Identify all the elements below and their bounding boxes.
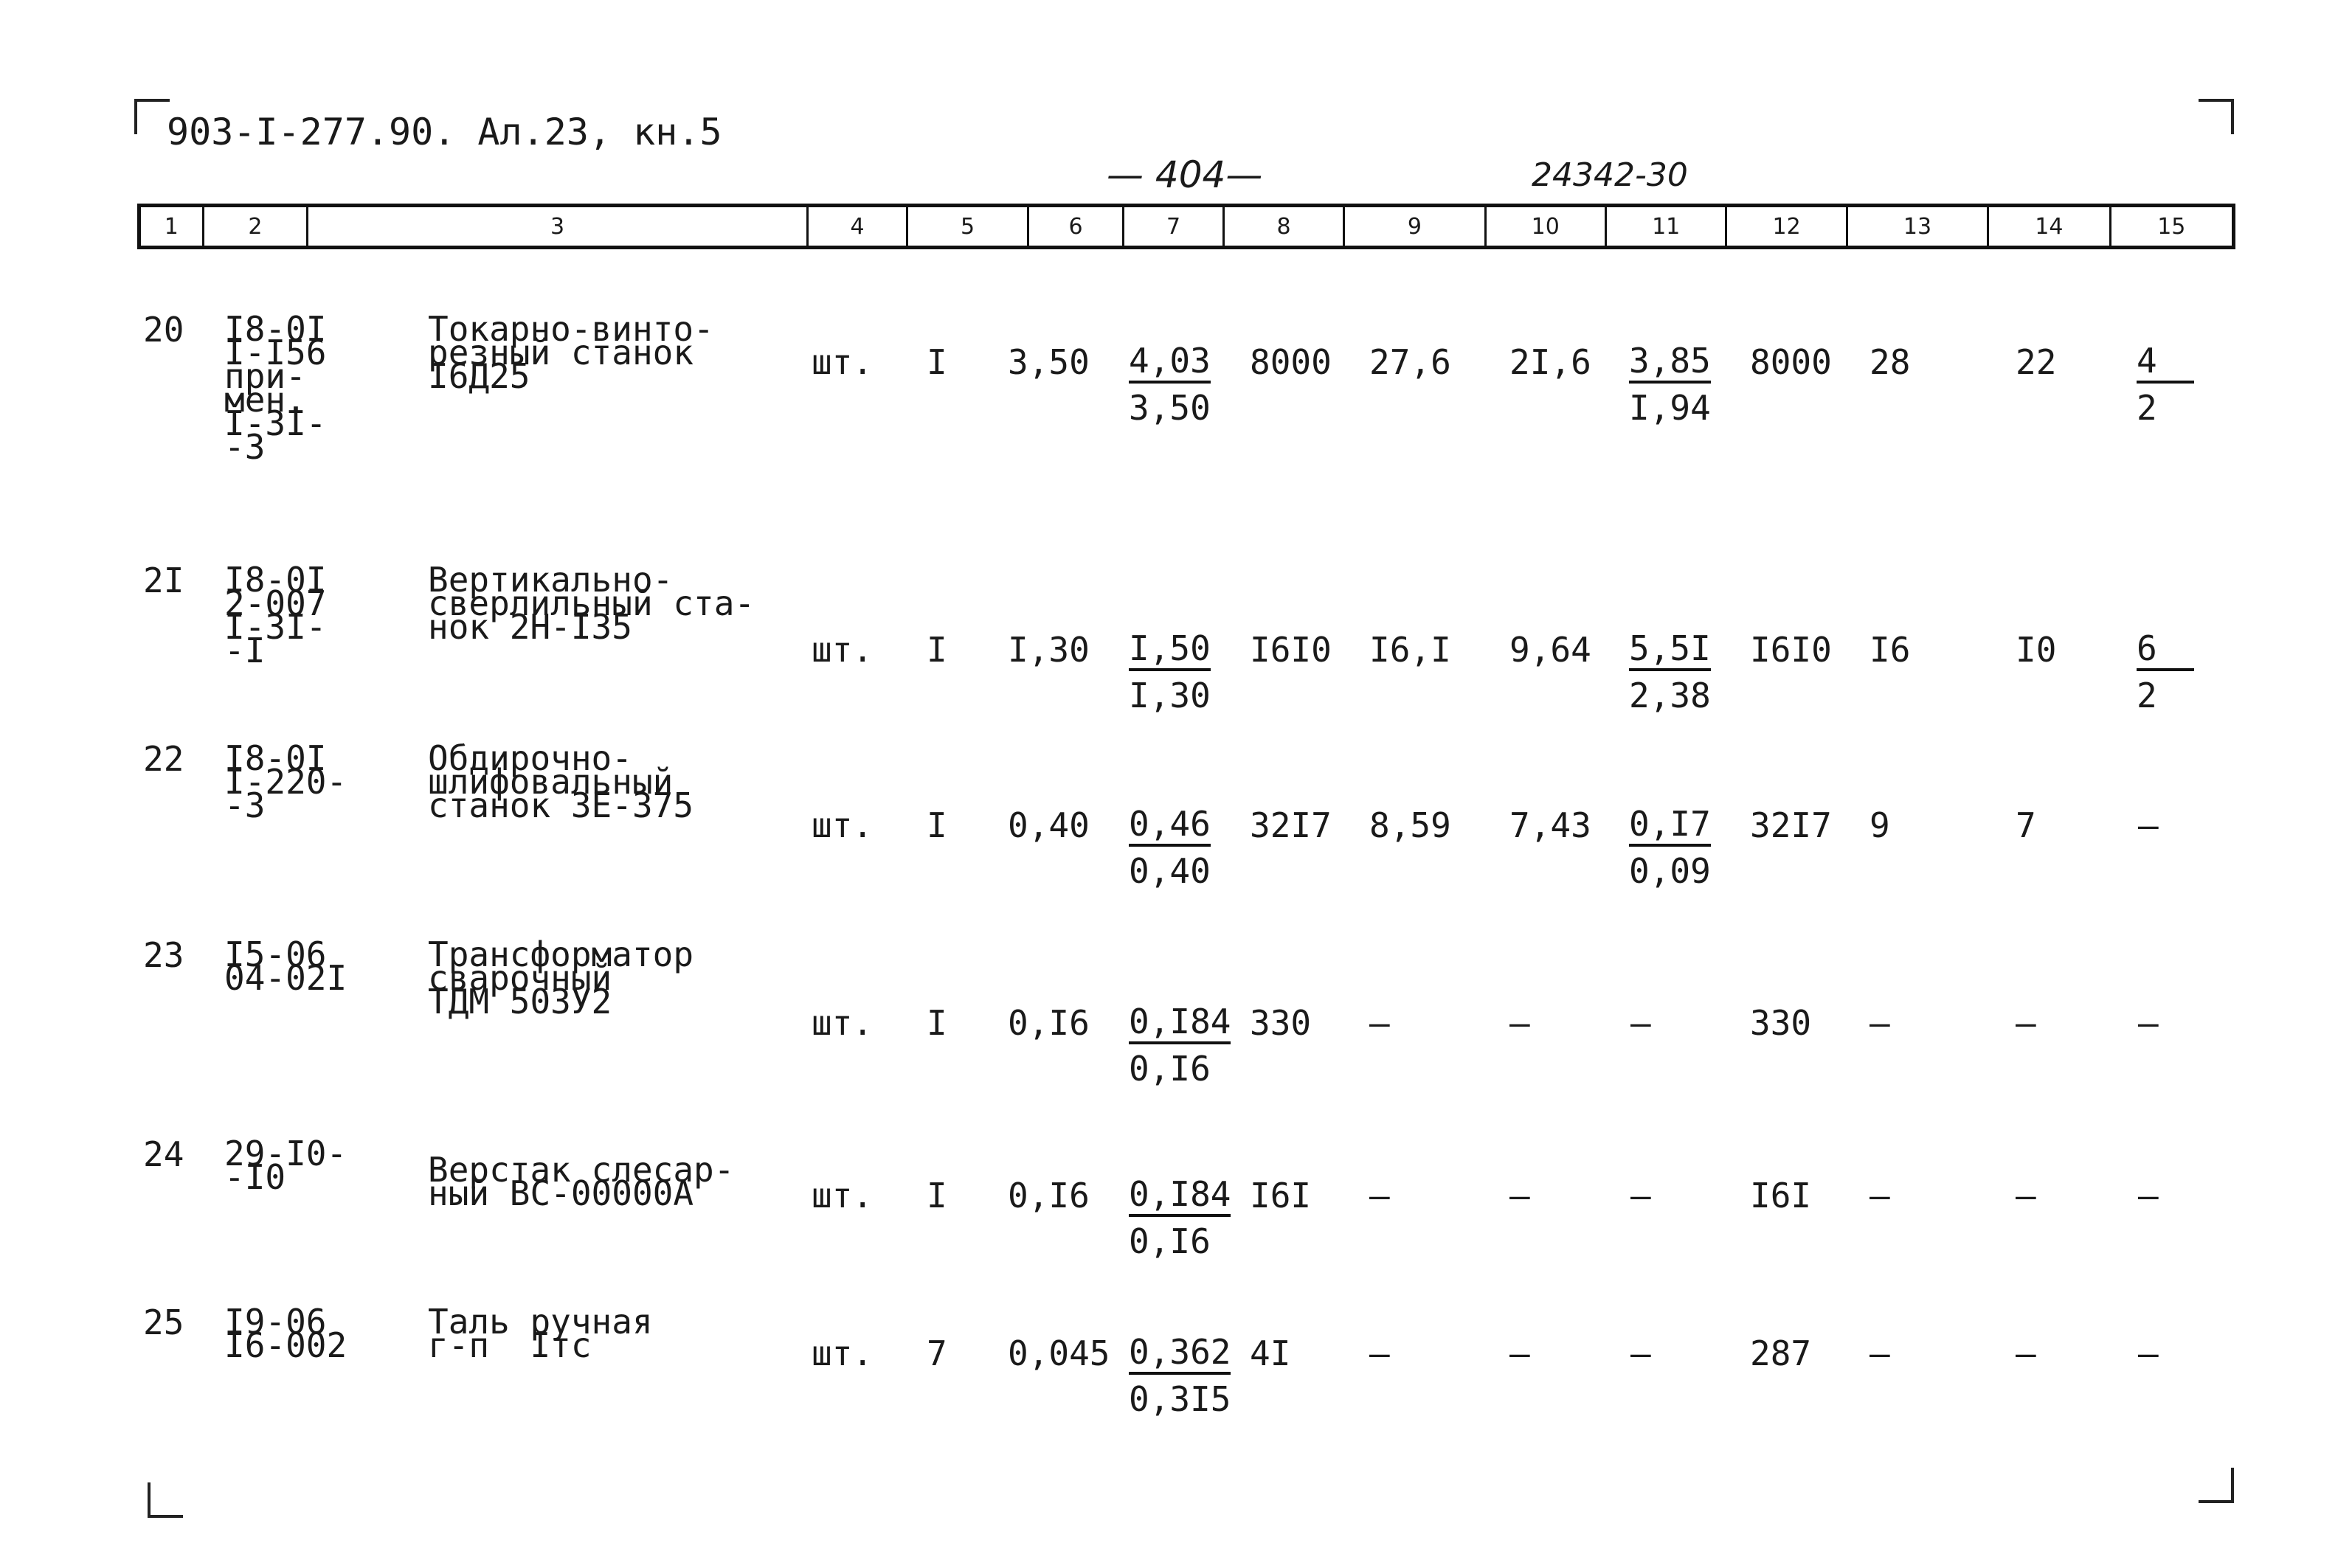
- col-13-value: –: [1870, 1333, 1890, 1373]
- col-13-value: –: [1870, 1176, 1890, 1215]
- col-11-fraction: [1629, 804, 1711, 891]
- row-number: 23: [143, 935, 184, 975]
- col-6-value: I,30: [1008, 630, 1090, 670]
- col-11-top: 3,85: [1629, 344, 1711, 384]
- col-8-value: 8000: [1250, 342, 1332, 382]
- quantity: I: [927, 630, 947, 670]
- col-8-value: I6I: [1250, 1176, 1312, 1215]
- col-11-bottom: 2,38: [1629, 676, 1711, 715]
- col-15-value: –: [2138, 1176, 2159, 1215]
- item-name: Верстак слесар- ный ВС-00000А: [428, 1150, 735, 1213]
- quantity: I: [927, 1176, 947, 1215]
- col-9-value: –: [1369, 1176, 1390, 1215]
- col-8-value: I6I0: [1250, 630, 1332, 670]
- quantity: I: [927, 1003, 947, 1043]
- column-header-5: 5: [908, 207, 1028, 246]
- col-13-value: 9: [1870, 805, 1890, 845]
- col-7-fraction: [1129, 341, 1211, 428]
- col-7-top: I,50: [1129, 631, 1211, 671]
- corner-mark-top-left: [134, 99, 170, 134]
- col-10-value: –: [1509, 1003, 1530, 1043]
- col-11-top: 0,I7: [1629, 807, 1711, 847]
- col-13-value: I6: [1870, 630, 1911, 670]
- col-11-top: 5,5I: [1629, 631, 1711, 671]
- col-7-fraction: [1129, 804, 1211, 891]
- col-12-value: 330: [1750, 1003, 1812, 1043]
- norm-code: 29-I0- -I0: [224, 1134, 347, 1197]
- col-8-value: 330: [1250, 1003, 1312, 1043]
- col-7-fraction: [1129, 628, 1211, 715]
- col-9-value: 27,6: [1369, 342, 1451, 382]
- col-7-top: 0,46: [1129, 807, 1211, 847]
- column-header-2: 2: [204, 207, 309, 246]
- quantity: I: [927, 342, 947, 382]
- col-14-value: 22: [2016, 342, 2057, 382]
- col-10-value: –: [1509, 1176, 1530, 1215]
- col-12-value: I6I0: [1750, 630, 1832, 670]
- col-7-bottom: I,30: [1129, 676, 1211, 715]
- col-14-value: –: [2016, 1176, 2036, 1215]
- column-header-14: 14: [1989, 207, 2111, 246]
- col-7-fraction: [1129, 1332, 1231, 1419]
- item-name: Таль ручная г-п Iтс: [428, 1302, 653, 1365]
- column-header-9: 9: [1345, 207, 1486, 246]
- col-7-bottom: 0,I6: [1129, 1221, 1211, 1261]
- col-6-value: 0,045: [1008, 1333, 1110, 1373]
- quantity: 7: [927, 1333, 947, 1373]
- column-header-6: 6: [1029, 207, 1125, 246]
- col-12-value: 8000: [1750, 342, 1832, 382]
- col-15-fraction: [2137, 628, 2194, 715]
- col-10-value: 7,43: [1509, 805, 1591, 845]
- unit: шт.: [812, 1333, 874, 1373]
- column-header-11: 11: [1607, 207, 1727, 246]
- col-9-value: 8,59: [1369, 805, 1451, 845]
- norm-code: I8-0I I-I56 при- мен. I-3I- -3: [224, 309, 327, 467]
- col-13-value: –: [1870, 1003, 1890, 1043]
- col-6-value: 3,50: [1008, 342, 1090, 382]
- col-14-value: 7: [2016, 805, 2036, 845]
- column-header-12: 12: [1727, 207, 1847, 246]
- corner-mark-bottom-left: [148, 1482, 183, 1518]
- col-11-fraction: [1629, 341, 1711, 428]
- col-6-value: 0,I6: [1008, 1003, 1090, 1043]
- col-6-value: 0,I6: [1008, 1176, 1090, 1215]
- col-9-value: I6,I: [1369, 630, 1451, 670]
- col-7-bottom: 3,50: [1129, 388, 1211, 428]
- col-6-value: 0,40: [1008, 805, 1090, 845]
- col-9-value: –: [1369, 1003, 1390, 1043]
- col-7-fraction: [1129, 1002, 1231, 1089]
- unit: шт.: [812, 342, 874, 382]
- item-name: Трансформатор сварочный ТДМ 503У2: [428, 934, 694, 1021]
- column-header-8: 8: [1225, 207, 1345, 246]
- item-name: Токарно-винто- резный станок I6Д25: [428, 309, 714, 396]
- row-number: 22: [143, 739, 184, 779]
- norm-code: I9-06 I6-002: [224, 1302, 347, 1365]
- col-11-fraction: [1629, 628, 1711, 715]
- col-7-bottom: 0,I6: [1129, 1049, 1211, 1089]
- col-12-value: 32I7: [1750, 805, 1832, 845]
- unit: шт.: [812, 1176, 874, 1215]
- norm-code: I8-0I I-220- -3: [224, 738, 347, 825]
- col-15-top: 6: [2137, 631, 2194, 671]
- row-number: 20: [143, 310, 184, 350]
- col-11-value: –: [1630, 1333, 1651, 1373]
- col-8-value: 32I7: [1250, 805, 1332, 845]
- col-8-value: 4I: [1250, 1333, 1291, 1373]
- col-7-bottom: 0,3I5: [1129, 1379, 1231, 1419]
- handwritten-code: 24342-30: [1532, 156, 1688, 194]
- col-13-value: 28: [1870, 342, 1911, 382]
- col-10-value: 2I,6: [1509, 342, 1591, 382]
- col-15-value: –: [2138, 805, 2159, 845]
- col-7-fraction: [1129, 1174, 1231, 1261]
- col-11-value: –: [1630, 1176, 1651, 1215]
- col-14-value: I0: [2016, 630, 2057, 670]
- unit: шт.: [812, 1003, 874, 1043]
- col-12-value: 287: [1750, 1333, 1812, 1373]
- col-7-top: 4,03: [1129, 344, 1211, 384]
- col-15-top: 4: [2137, 344, 2194, 384]
- col-11-value: –: [1630, 1003, 1651, 1043]
- col-9-value: –: [1369, 1333, 1390, 1373]
- col-12-value: I6I: [1750, 1176, 1812, 1215]
- document-reference: 903-I-277.90. Ал.23, кн.5: [167, 111, 722, 153]
- col-14-value: –: [2016, 1003, 2036, 1043]
- column-header-3: 3: [308, 207, 809, 246]
- column-header-13: 13: [1848, 207, 1989, 246]
- column-header-7: 7: [1124, 207, 1225, 246]
- column-header-15: 15: [2157, 213, 2186, 240]
- column-header-1: 1: [141, 207, 204, 246]
- col-7-top: 0,I84: [1129, 1005, 1231, 1044]
- corner-mark-top-right: [2199, 99, 2234, 134]
- col-11-bottom: 0,09: [1629, 851, 1711, 891]
- unit: шт.: [812, 630, 874, 670]
- col-15-value: –: [2138, 1333, 2159, 1373]
- norm-code: I5-06 04-02I: [224, 934, 347, 998]
- col-10-value: –: [1509, 1333, 1530, 1373]
- column-header-row: [137, 204, 2235, 249]
- page-number: — 404—: [1107, 153, 1263, 196]
- quantity: I: [927, 805, 947, 845]
- item-name: Вертикально- сверлильный ста- нок 2Н-I35: [428, 560, 755, 647]
- column-header-10: 10: [1487, 207, 1607, 246]
- row-number: 25: [143, 1302, 184, 1342]
- col-15-value: –: [2138, 1003, 2159, 1043]
- col-15-bottom: 2: [2137, 676, 2157, 715]
- row-number: 2I: [143, 561, 184, 600]
- col-7-top: 0,362: [1129, 1335, 1231, 1375]
- col-15-fraction: [2137, 341, 2194, 428]
- unit: шт.: [812, 805, 874, 845]
- col-10-value: 9,64: [1509, 630, 1591, 670]
- row-number: 24: [143, 1134, 184, 1174]
- col-15-bottom: 2: [2137, 388, 2157, 428]
- column-header-4: 4: [809, 207, 909, 246]
- col-11-bottom: I,94: [1629, 388, 1711, 428]
- col-7-bottom: 0,40: [1129, 851, 1211, 891]
- corner-mark-bottom-right: [2199, 1468, 2234, 1503]
- col-14-value: –: [2016, 1333, 2036, 1373]
- col-7-top: 0,I84: [1129, 1177, 1231, 1217]
- norm-code: I8-0I 2-007 I-3I- -I: [224, 560, 327, 670]
- item-name: Обдирочно- шлифовальный станок 3Е-375: [428, 738, 694, 825]
